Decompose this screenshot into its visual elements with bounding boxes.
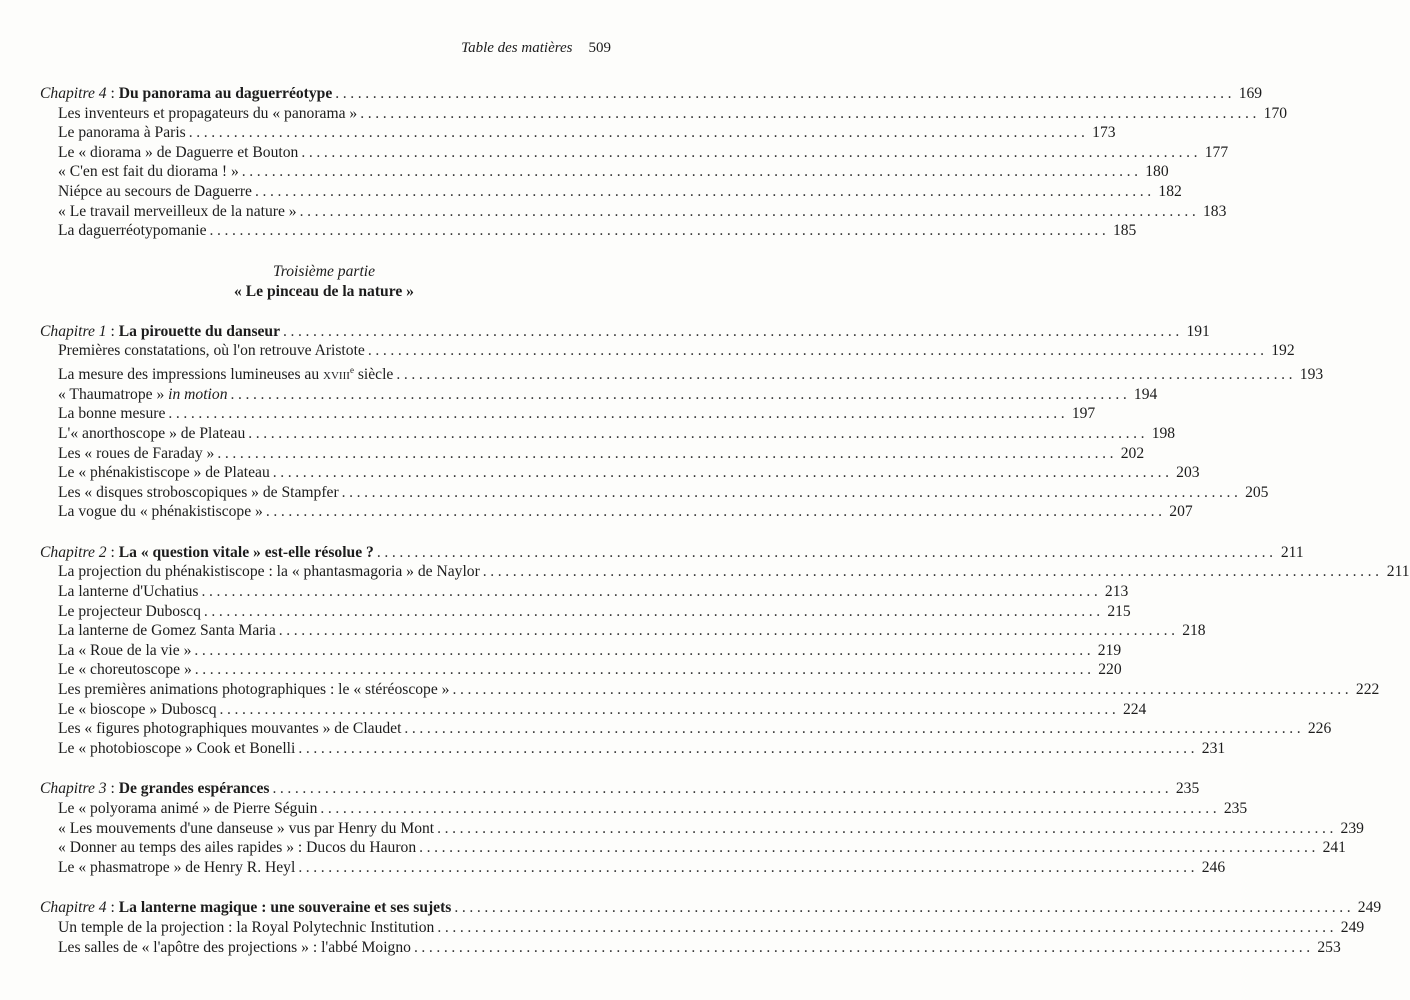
chapter-label: Chapitre 2 — [40, 543, 107, 561]
page-ref: 169 — [1238, 85, 1263, 102]
toc-entry — [40, 660, 1122, 680]
page-ref: 222 — [1355, 681, 1380, 699]
page-ref: 177 — [1204, 143, 1229, 161]
toc-entry — [40, 221, 1137, 241]
entry-title: Les premières animations photographiques : le « stéréoscope » — [58, 681, 450, 699]
toc-entry — [40, 582, 1129, 602]
page-ref: 241 — [1322, 839, 1346, 857]
entry-title: Le « choreutoscope » — [58, 661, 192, 679]
dot-leader: ........................................................................................................................ — [301, 143, 1202, 161]
chapter-separator: : — [106, 322, 119, 340]
chapter-title: La lanterne magique : une souveraine et ses sujets — [118, 899, 452, 917]
chapter-section — [40, 779, 1364, 877]
toc-entry — [40, 719, 1332, 739]
toc-entry — [40, 424, 1176, 444]
dot-leader: ........................................................................................................................ — [360, 104, 1261, 122]
toc-entry — [40, 858, 1226, 878]
entry-text-smallcaps: xviii — [323, 366, 350, 384]
entry-text-part: La mesure des impressions lumineuses au — [58, 366, 324, 384]
page-ref: 202 — [1120, 444, 1145, 462]
page-ref: 215 — [1107, 602, 1131, 620]
dot-leader: ........................................................................................................................ — [419, 839, 1319, 857]
page-number: 509 — [588, 40, 611, 56]
chapter-separator: : — [106, 780, 119, 798]
page-ref: 211 — [1280, 543, 1304, 561]
toc-entry — [40, 799, 1248, 819]
page-ref: 192 — [1271, 342, 1295, 360]
page-ref: 213 — [1104, 583, 1129, 601]
dot-leader: ........................................................................................................................ — [278, 622, 1179, 640]
toc-entry — [40, 680, 1380, 700]
toc-entry — [40, 182, 1182, 202]
toc-entry — [40, 385, 1158, 405]
dot-leader: ........................................................................................................................ — [217, 444, 1118, 462]
page-ref: 194 — [1133, 385, 1158, 403]
chapter-section — [40, 898, 1382, 957]
chapter-label: Chapitre 4 — [40, 899, 107, 917]
dot-leader: ........................................................................................................................ — [254, 182, 1155, 200]
running-head — [461, 40, 611, 57]
dot-leader: ........................................................................................................................ — [272, 780, 1173, 798]
entry-text-part: « Thaumatrope » — [58, 385, 169, 403]
toc-entry — [40, 341, 1295, 361]
entry-title: Le « photobioscope » Cook et Bonelli — [58, 739, 296, 757]
entry-title: Le « phasmatrope » de Henry R. Heyl — [58, 858, 296, 876]
entry-title: Le projecteur Duboscq — [58, 602, 201, 620]
toc-entry — [40, 739, 1226, 759]
entry-text-part: siècle — [353, 366, 394, 384]
dot-leader: ........................................................................................................................ — [203, 602, 1104, 620]
dot-leader: ........................................................................................................................ — [201, 583, 1102, 601]
toc-entry — [40, 463, 1200, 483]
toc-entry — [40, 641, 1122, 661]
page-ref: 191 — [1186, 322, 1210, 340]
dot-leader: ........................................................................................................................ — [413, 938, 1314, 956]
chapter-heading — [40, 898, 1382, 918]
dot-leader: ........................................................................................................................ — [194, 661, 1095, 679]
toc-entry — [40, 838, 1346, 858]
dot-leader: ........................................................................................................................ — [272, 464, 1173, 482]
dot-leader: ........................................................................................................................ — [265, 503, 1166, 521]
toc-entry — [40, 202, 1227, 222]
page-ref: 253 — [1317, 938, 1341, 956]
chapter-heading — [40, 543, 1304, 563]
page-ref: 183 — [1203, 202, 1227, 220]
chapter-section — [40, 543, 1410, 759]
dot-leader: ........................................................................................................................ — [230, 385, 1131, 403]
page-ref: 198 — [1151, 424, 1176, 442]
entry-title: Les « disques stroboscopiques » de Stampfer — [58, 483, 339, 501]
dot-leader: ........................................................................................................................ — [299, 202, 1200, 220]
dot-leader: ........................................................................................................................ — [320, 800, 1221, 817]
chapter-heading — [40, 322, 1210, 342]
page-ref: 182 — [1158, 182, 1182, 200]
chapter-section — [40, 84, 1288, 241]
toc-entry — [40, 819, 1364, 839]
entry-title: Un temple de la projection : la Royal Polytechnic Institution — [58, 918, 435, 936]
dot-leader: ........................................................................................................................ — [219, 700, 1120, 718]
toc-entry — [40, 444, 1145, 464]
entry-title: Les « figures photographiques mouvantes » de Claudet — [58, 720, 402, 738]
entry-title: La lanterne de Gomez Santa Maria — [58, 622, 276, 640]
chapter-heading — [40, 84, 1263, 104]
chapter-section — [40, 322, 1324, 522]
entry-title: Le panorama à Paris — [58, 124, 186, 142]
entry-title: « C'en est fait du diorama ! » — [58, 163, 239, 181]
page-ref: 235 — [1175, 780, 1200, 798]
dot-leader: ........................................................................................................................ — [367, 342, 1268, 360]
entry-text-superscript: e — [349, 364, 354, 375]
dot-leader: ........................................................................................................................ — [437, 819, 1337, 837]
page-ref: 246 — [1201, 858, 1226, 876]
entry-title: La projection du phénakistiscope : la « phantasmagoria » de Naylor — [58, 563, 480, 581]
table-of-contents — [40, 84, 1410, 978]
entry-title: Le « polyorama animé » de Pierre Séguin — [58, 800, 318, 817]
dot-leader: ........................................................................................................................ — [341, 483, 1242, 501]
page-ref: 249 — [1340, 918, 1365, 936]
entry-title: Les inventeurs et propagateurs du « panorama » — [58, 104, 358, 122]
page-ref: 218 — [1182, 622, 1206, 640]
page-ref: 205 — [1245, 483, 1269, 501]
entry-title: Les salles de « l'apôtre des projections » : l'abbé Moigno — [58, 938, 411, 956]
entry-title: La lanterne d'Uchatius — [58, 583, 199, 601]
toc-entry — [40, 938, 1341, 958]
dot-leader: ........................................................................................................................ — [194, 641, 1095, 659]
chapter-label: Chapitre 1 — [40, 322, 107, 340]
page-ref: 203 — [1176, 464, 1200, 482]
chapter-label: Chapitre 4 — [40, 85, 107, 102]
toc-entry — [40, 918, 1365, 938]
running-head-title: Table des matières — [461, 40, 573, 56]
toc-entry — [40, 361, 1324, 385]
entry-title: Niépce au secours de Daguerre — [58, 182, 252, 200]
dot-leader: ........................................................................................................................ — [376, 543, 1277, 561]
page-ref: 193 — [1299, 366, 1324, 384]
toc-entry — [40, 123, 1116, 143]
part-number: Troisième partie — [272, 262, 376, 280]
dot-leader: ........................................................................................................................ — [335, 85, 1236, 102]
entry-title — [58, 385, 228, 405]
dot-leader: ........................................................................................................................ — [454, 899, 1355, 917]
entry-title: La « Roue de la vie » — [58, 641, 192, 659]
entry-title: La daguerréotypomanie — [58, 222, 207, 240]
dot-leader: ........................................................................................................................ — [452, 681, 1353, 699]
dot-leader: ........................................................................................................................ — [298, 739, 1199, 757]
chapter-separator: : — [106, 85, 119, 102]
dot-leader: ........................................................................................................................ — [437, 918, 1338, 936]
entry-title: Le « diorama » de Daguerre et Bouton — [58, 143, 299, 161]
page-ref: 197 — [1071, 405, 1096, 423]
toc-entry — [40, 483, 1269, 503]
entry-title: Premières constatations, où l'on retrouve Aristote — [58, 342, 365, 360]
page-ref: 235 — [1223, 800, 1248, 817]
dot-leader: ........................................................................................................................ — [241, 163, 1142, 181]
page-ref: 207 — [1169, 503, 1193, 521]
toc-entry — [40, 621, 1206, 641]
page-ref: 173 — [1092, 124, 1116, 142]
dot-leader: ........................................................................................................................ — [168, 405, 1069, 423]
page-ref: 249 — [1357, 899, 1382, 917]
dot-leader: ........................................................................................................................ — [283, 322, 1183, 340]
toc-entry — [40, 602, 1131, 622]
toc-entry — [40, 502, 1193, 522]
toc-entry — [40, 700, 1147, 720]
entry-title: « Les mouvements d'une danseuse » vus par Henry du Mont — [58, 819, 435, 837]
entry-title: L'« anorthoscope » de Plateau — [58, 424, 246, 442]
toc-entry — [40, 562, 1410, 582]
part-heading — [40, 262, 608, 302]
dot-leader: ........................................................................................................................ — [209, 222, 1110, 240]
page-ref: 226 — [1307, 720, 1332, 738]
page-ref: 220 — [1098, 661, 1122, 679]
chapter-title: Du panorama au daguerréotype — [118, 85, 333, 102]
toc-entry — [40, 162, 1169, 182]
dot-leader: ........................................................................................................................ — [482, 563, 1383, 581]
entry-text-italic: in motion — [168, 385, 228, 403]
entry-title: Les « roues de Faraday » — [58, 444, 215, 462]
toc-entry — [40, 404, 1096, 424]
chapter-title: De grandes espérances — [118, 780, 270, 798]
page-ref: 180 — [1145, 163, 1169, 181]
dot-leader: ........................................................................................................................ — [404, 720, 1305, 738]
page-ref: 185 — [1112, 222, 1137, 240]
part-title: « Le pinceau de la nature » — [234, 282, 414, 300]
page-ref: 211 — [1386, 563, 1410, 581]
chapter-title: La pirouette du danseur — [118, 322, 281, 340]
entry-title — [58, 361, 393, 385]
dot-leader: ........................................................................................................................ — [188, 124, 1089, 142]
entry-title: « Donner au temps des ailes rapides » : Ducos du Hauron — [58, 839, 417, 857]
entry-title: La bonne mesure — [58, 405, 166, 423]
chapter-separator: : — [106, 543, 119, 561]
chapter-separator: : — [106, 899, 119, 917]
page-ref: 224 — [1122, 700, 1147, 718]
toc-entry — [40, 143, 1229, 163]
chapter-title: La « question vitale » est-elle résolue ? — [118, 543, 374, 561]
dot-leader: ........................................................................................................................ — [248, 424, 1149, 442]
page-ref: 239 — [1340, 819, 1364, 837]
dot-leader: ........................................................................................................................ — [298, 858, 1199, 876]
dot-leader: ........................................................................................................................ — [396, 366, 1297, 384]
chapter-label: Chapitre 3 — [40, 780, 107, 798]
entry-title: « Le travail merveilleux de la nature » — [58, 202, 297, 220]
page-ref: 219 — [1097, 641, 1122, 659]
toc-entry — [40, 104, 1288, 124]
page-ref: 170 — [1263, 104, 1288, 122]
entry-title: Le « bioscope » Duboscq — [58, 700, 217, 718]
entry-title: La vogue du « phénakistiscope » — [58, 503, 263, 521]
page-ref: 231 — [1201, 739, 1226, 757]
entry-title: Le « phénakistiscope » de Plateau — [58, 464, 270, 482]
chapter-heading — [40, 779, 1200, 799]
